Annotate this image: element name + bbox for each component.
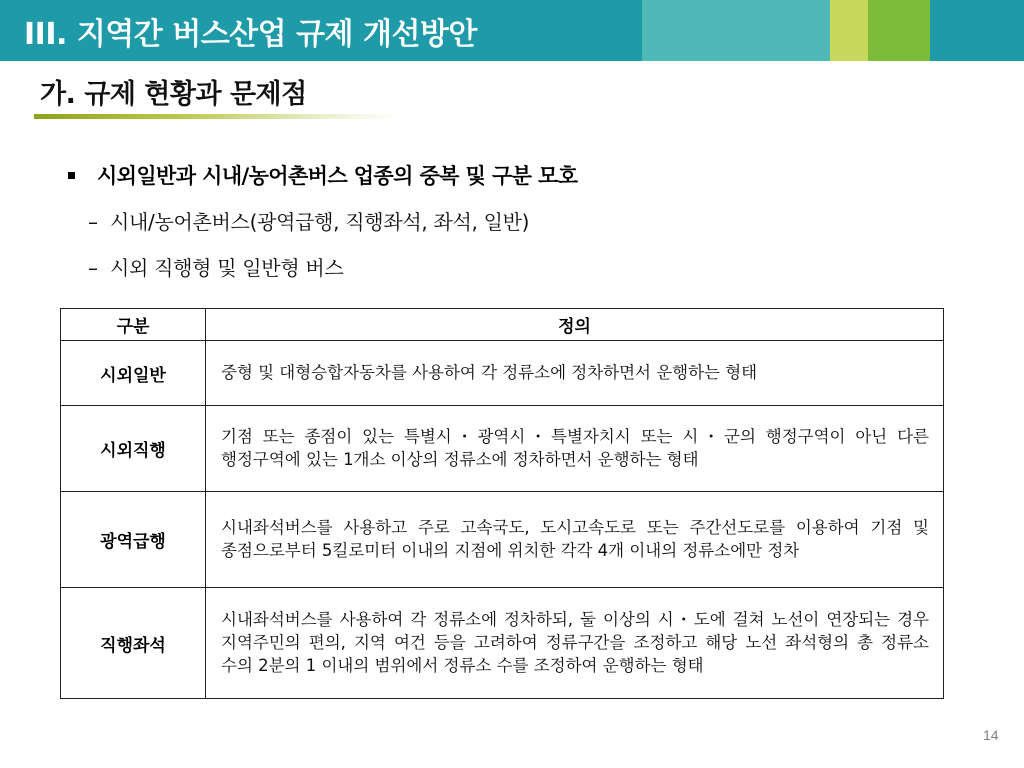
row-definition: 중형 및 대형승합자동차를 사용하여 각 정류소에 정차하면서 운행하는 형태	[206, 341, 944, 406]
table-row	[61, 492, 944, 588]
sub-bullet-1	[88, 206, 529, 235]
title-bar	[0, 0, 1024, 61]
square-bullet-icon	[68, 172, 75, 179]
row-term: 광역급행	[61, 492, 206, 588]
row-term: 시외직행	[61, 406, 206, 492]
sub-bullet-2	[88, 252, 343, 281]
row-definition: 기점 또는 종점이 있는 특별시・광역시・특별자치시 또는 시・군의 행정구역이 아닌 다른 행정구역에 있는 1개소 이상의 정류소에 정차하면서 운행하는 형태	[206, 406, 944, 492]
table-header-row	[61, 309, 944, 341]
row-term: 시외일반	[61, 341, 206, 406]
column-header-definition: 정의	[206, 309, 944, 341]
sub-bullet-text: 시외 직행형 및 일반형 버스	[110, 256, 344, 280]
slide-title: III. 지역간 버스산업 규제 개선방안	[24, 17, 477, 52]
row-definition: 시내좌석버스를 사용하여 각 정류소에 정차하되, 둘 이상의 시・도에 걸쳐 노선이 연장되는 경우 지역주민의 편의, 지역 여건 등을 고려하여 정류구간을 조정하고 해당 노선 좌석형의 총 정류소 수의 2분의 1 이내의 범위에서 정류소 수를 조정하여 운행하는 형태	[206, 588, 944, 699]
page-number: 14	[983, 727, 999, 743]
row-definition: 시내좌석버스를 사용하고 주로 고속국도, 도시고속도로 또는 주간선도로를 이용하여 기점 및 종점으로부터 5킬로미터 이내의 지점에 위치한 각각 4개 이내의 정류소에만 정차	[206, 492, 944, 588]
column-header-category: 구분	[61, 309, 206, 341]
table-row	[61, 406, 944, 492]
table-row	[61, 341, 944, 406]
main-bullet	[68, 160, 577, 190]
table-row	[61, 588, 944, 699]
dash-marker: –	[88, 210, 98, 234]
definition-table	[60, 308, 944, 699]
main-bullet-text: 시외일반과 시내/농어촌버스 업종의 중복 및 구분 모호	[97, 164, 578, 188]
header-accent-teal	[642, 0, 830, 61]
sub-bullet-text: 시내/농어촌버스(광역급행, 직행좌석, 좌석, 일반)	[110, 210, 530, 234]
header-accent-blue	[930, 0, 1024, 61]
row-term: 직행좌석	[61, 588, 206, 699]
header-accent-green	[868, 0, 930, 61]
header-accent-lime	[830, 0, 868, 61]
section-title: 가. 규제 현황과 문제점	[40, 79, 307, 110]
section-underline	[34, 114, 394, 119]
dash-marker: –	[88, 256, 98, 280]
